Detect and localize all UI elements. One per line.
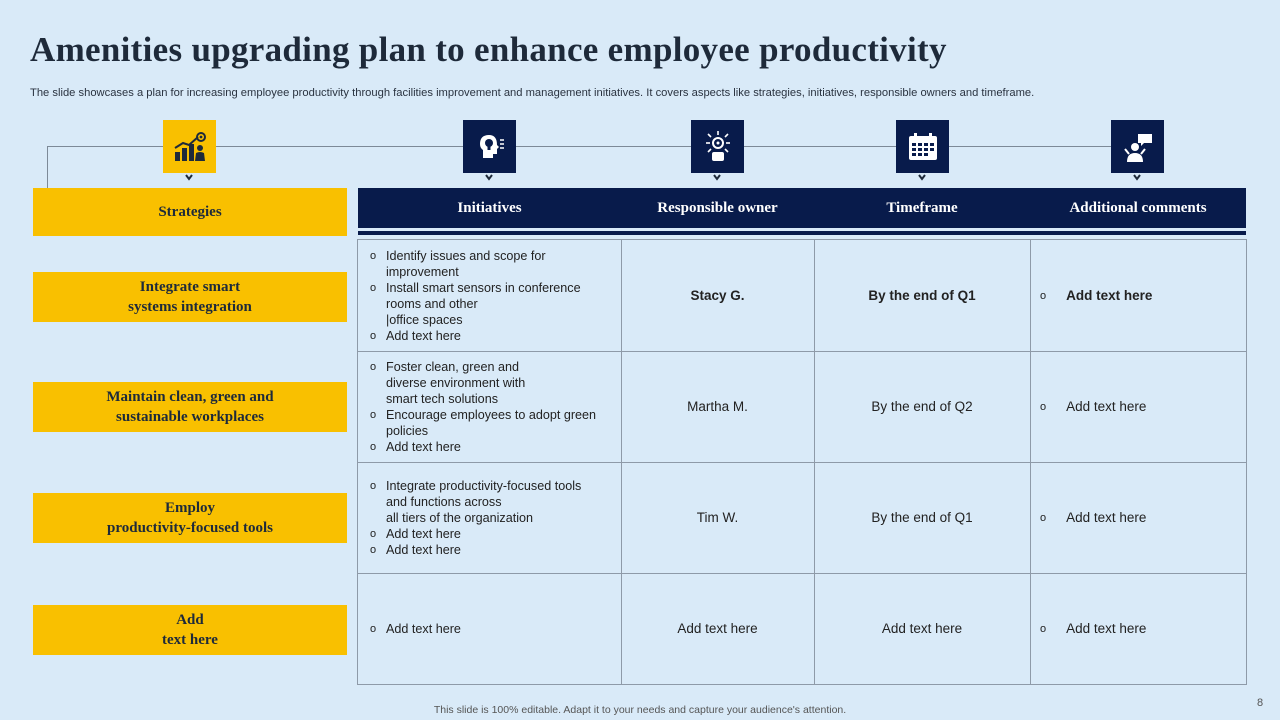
timeframe-cell: By the end of Q1 — [868, 288, 976, 303]
page-title: Amenities upgrading plan to enhance employee productivity — [30, 30, 947, 69]
timeframe-cell: Add text here — [881, 621, 963, 636]
strategy-item — [33, 493, 347, 543]
timeframe-cell: By the end of Q1 — [871, 510, 973, 525]
strategy-line: Employ — [164, 500, 215, 516]
initiative-item: o Integrate productivity-focused tools and functions across all tiers of the organization — [368, 478, 581, 526]
comment-text: Add text here — [1066, 288, 1153, 303]
owner-cell: Add text here — [677, 621, 758, 636]
strategy-line: Maintain clean, green and — [106, 389, 274, 405]
comment-text: Add text here — [1066, 399, 1147, 414]
header-timeframe: Timeframe — [886, 199, 958, 216]
plan-table — [357, 239, 1247, 685]
header-initiatives: Initiatives — [457, 199, 522, 216]
strategy-line: productivity-focused tools — [107, 520, 273, 536]
initiative-item: o Foster clean, green and diverse environment with smart tech solutions — [368, 359, 596, 407]
table-row-initiatives — [368, 240, 618, 351]
connector-drop-line — [47, 146, 48, 188]
comment-text: Add text here — [1066, 510, 1147, 525]
chevron-down-icon — [712, 172, 722, 182]
initiative-item: o Add text here — [368, 439, 596, 455]
chevron-down-icon — [1132, 172, 1142, 182]
header-additional-comments: Additional comments — [1069, 199, 1207, 216]
footer-note: This slide is 100% editable. Adapt it to your needs and capture your audience's attention. — [433, 704, 847, 716]
comment-cell: o Add text here — [1040, 288, 1153, 303]
comment-cell: o Add text here — [1040, 510, 1147, 525]
page-subtitle: The slide showcases a plan for increasing employee productivity through facilities improvement and management initiatives. It covers aspects like strategies, initiatives, responsible owners and timeframe. — [30, 87, 1035, 99]
page-number: 8 — [1257, 697, 1264, 709]
strategy-item — [33, 605, 347, 655]
strategy-line: sustainable workplaces — [116, 409, 264, 425]
owner-cell: Martha M. — [687, 399, 748, 414]
strategy-item — [33, 382, 347, 432]
header-underline — [358, 231, 1246, 235]
table-header — [358, 188, 1246, 228]
strategy-line: systems integration — [128, 299, 252, 315]
growth-chart-icon — [163, 120, 216, 173]
header-responsible-owner: Responsible owner — [657, 199, 778, 216]
comment-text: Add text here — [1066, 621, 1147, 636]
table-row-initiatives — [368, 351, 618, 462]
chevron-down-icon — [484, 172, 494, 182]
owner-cell: Tim W. — [696, 510, 739, 525]
initiative-item: o Add text here — [368, 621, 461, 637]
comment-cell: o Add text here — [1040, 621, 1147, 636]
initiative-item: o Install smart sensors in conference rooms and other |office spaces — [368, 280, 581, 328]
chevron-down-icon — [184, 172, 194, 182]
speaking-person-icon — [1111, 120, 1164, 173]
initiative-item: o Add text here — [368, 328, 581, 344]
table-row-initiatives — [368, 462, 618, 573]
strategy-line: Add — [176, 612, 204, 628]
owner-cell: Stacy G. — [690, 288, 745, 303]
timeframe-cell: By the end of Q2 — [871, 399, 973, 414]
strategy-line: text here — [162, 632, 218, 648]
initiative-item: o Add text here — [368, 542, 581, 558]
table-row-initiatives — [368, 573, 618, 684]
comment-cell: o Add text here — [1040, 399, 1147, 414]
initiative-item: o Add text here — [368, 526, 581, 542]
lightbulb-head-icon — [463, 120, 516, 173]
calendar-icon — [896, 120, 949, 173]
initiative-item: o Encourage employees to adopt green policies — [368, 407, 596, 439]
chevron-down-icon — [917, 172, 927, 182]
strategy-item — [33, 272, 347, 322]
initiative-item: o Identify issues and scope for improvement — [368, 248, 581, 280]
strategies-header: Strategies — [33, 188, 347, 236]
strategy-line: Integrate smart — [139, 279, 241, 295]
person-network-icon — [691, 120, 744, 173]
